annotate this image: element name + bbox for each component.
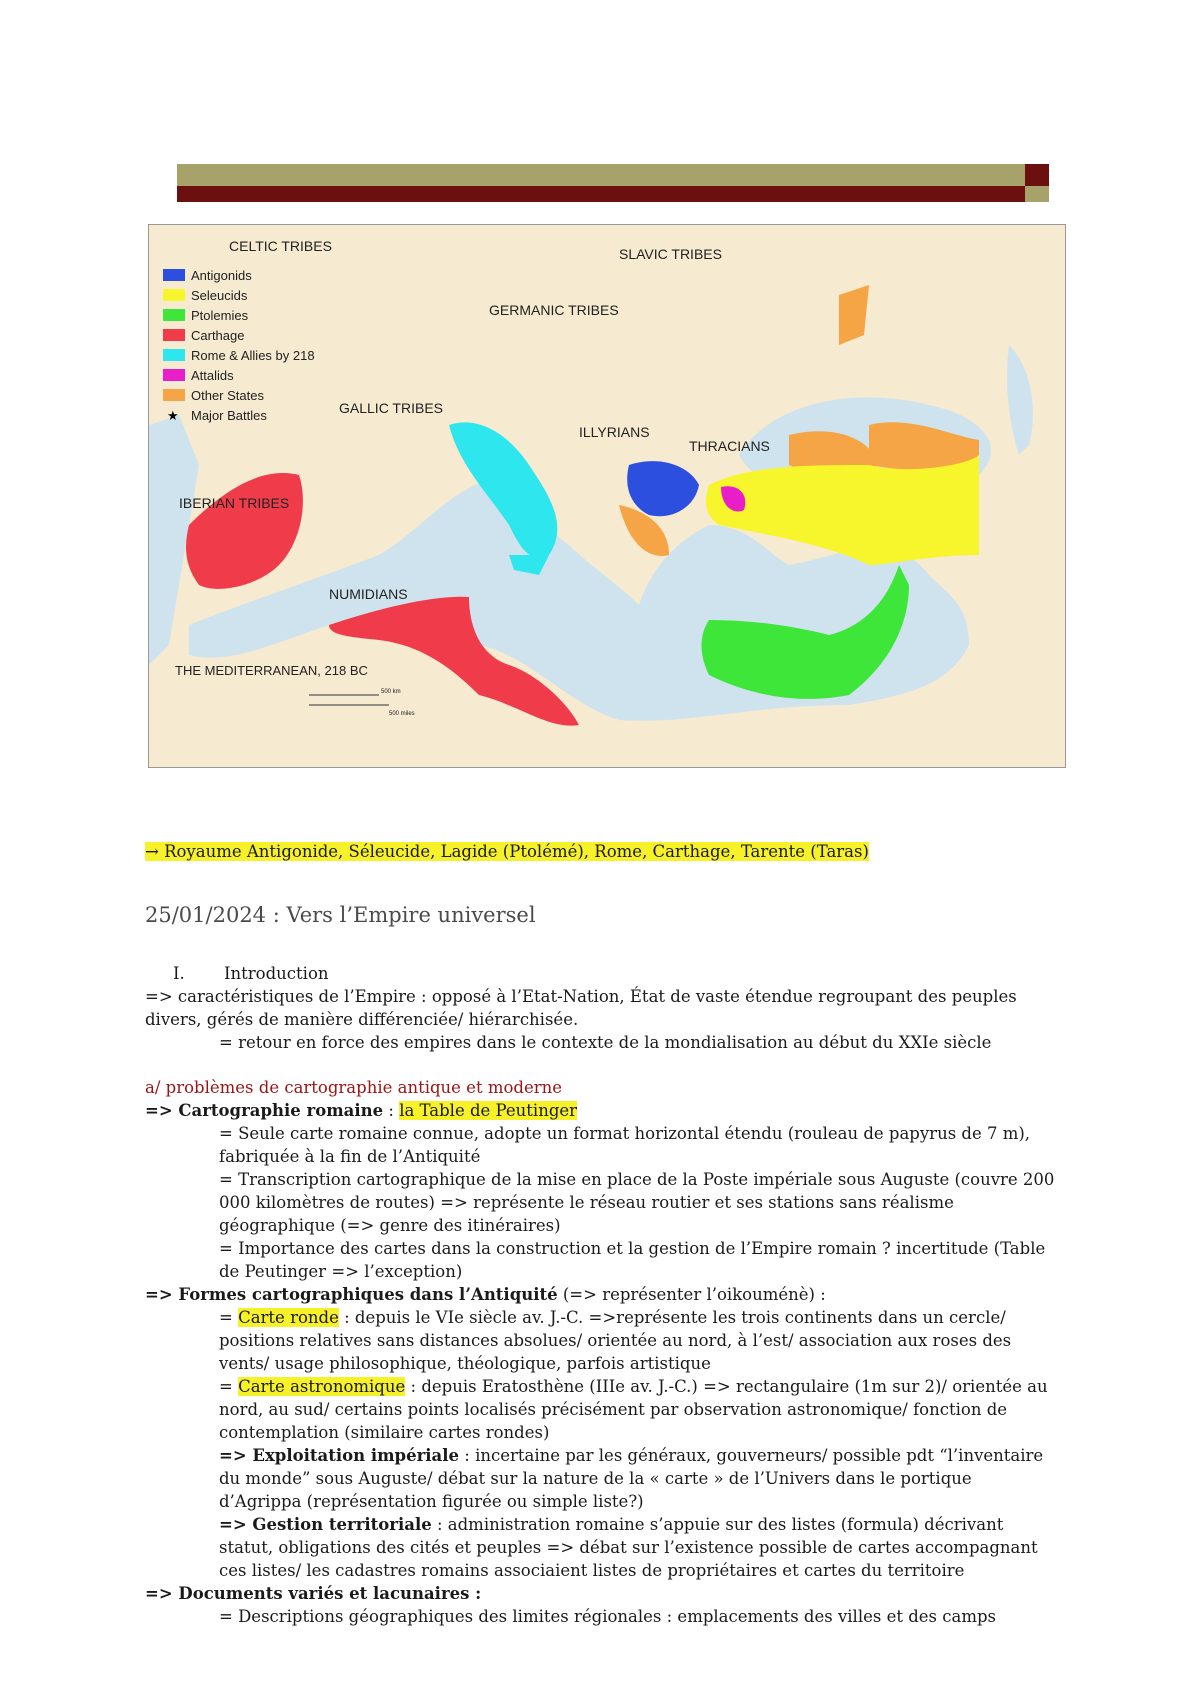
legend-label: Ptolemies	[191, 308, 249, 323]
label-celtic: CELTIC TRIBES	[229, 238, 332, 254]
carto-sep: :	[383, 1101, 400, 1120]
docs-label: => Documents variés et lacunaires :	[145, 1584, 482, 1603]
label-iberian: IBERIAN TRIBES	[179, 495, 290, 511]
legend-swatch	[163, 389, 185, 401]
para-2: = retour en force des empires dans le contexte de la mondialisation au début du XXIe siècle	[219, 1033, 992, 1052]
band-maroon-bottom	[177, 186, 1025, 202]
legend-label: Rome & Allies by 218	[191, 348, 315, 363]
para-4: = Transcription cartographique de la mise en place de la Poste impériale sous Auguste (couvre 200 000 kilomètres de routes) => représente le réseau routier et ses stations sans réalisme géographique (=> genre des itinéraires)	[219, 1170, 1055, 1235]
label-gallic: GALLIC TRIBES	[339, 400, 444, 416]
para-6: = Descriptions géographiques des limites régionales : emplacements des villes et des camps	[219, 1607, 997, 1626]
label-slavic: SLAVIC TRIBES	[619, 246, 722, 262]
ronde-rest: : depuis le VIe siècle av. J.-C. =>représente les trois continents dans un cercle/ positions relatives sans distances absolues/ orientée au nord, à l’est/ association aux roses des vents/ usage philosophique, théologique, parfois artistique	[219, 1308, 1012, 1373]
ronde-pre: =	[219, 1308, 239, 1327]
band-maroon-corner	[1025, 164, 1049, 186]
legend-swatch	[163, 329, 185, 341]
legend-swatch	[163, 269, 185, 281]
heading-text: 25/01/2024 : Vers l’Empire universel	[145, 903, 536, 927]
carto-line	[145, 1099, 1055, 1122]
gestion-label: => Gestion territoriale	[219, 1515, 432, 1534]
para-3: = Seule carte romaine connue, adopte un format horizontal étendu (rouleau de papyrus de 7 m), fabriquée à la fin de l’Antiquité	[219, 1124, 1031, 1166]
ronde-highlight: Carte ronde	[238, 1308, 339, 1327]
astro-pre: =	[219, 1377, 239, 1396]
arrow-line	[145, 840, 1055, 863]
formes-rest: (=> représenter l’oikouménè) :	[557, 1285, 826, 1304]
astro-line	[145, 1375, 1055, 1444]
map-svg	[149, 225, 1065, 767]
label-germanic: GERMANIC TRIBES	[489, 302, 619, 318]
exploit-label: => Exploitation impériale	[219, 1446, 460, 1465]
intro-title: Introduction	[224, 964, 329, 983]
formes-label: => Formes cartographiques dans l’Antiquité	[145, 1285, 558, 1304]
legend-swatch	[163, 349, 185, 361]
carto-highlight: la Table de Peutinger	[399, 1101, 578, 1120]
doc-body	[145, 962, 1055, 1628]
legend-swatch	[163, 309, 185, 321]
map-title: THE MEDITERRANEAN, 218 BC	[175, 663, 368, 678]
scale-km-label: 500 km	[381, 689, 401, 695]
arrow-line-text: → Royaume Antigonide, Séleucide, Lagide (Ptolémé), Rome, Carthage, Tarente (Taras)	[145, 842, 869, 861]
band-olive-top	[177, 164, 1025, 186]
carto-label: => Cartographie romaine	[145, 1101, 384, 1120]
legend-star-icon: ★	[167, 409, 179, 424]
legend-label: Carthage	[191, 328, 245, 343]
legend-swatch	[163, 369, 185, 381]
para-1: => caractéristiques de l’Empire : opposé à l’Etat-Nation, État de vaste étendue regroupant des peuples divers, gérés de manière différenciée/ hiérarchisée.	[145, 987, 1017, 1029]
section-heading	[145, 904, 1055, 927]
label-numidians: NUMIDIANS	[329, 586, 408, 602]
legend-label: Seleucids	[191, 288, 248, 303]
astro-highlight: Carte astronomique	[238, 1377, 406, 1396]
legend-label: Antigonids	[191, 268, 252, 283]
exploit-rest: : incertaine par les généraux, gouverneurs/ possible pdt “l’inventaire du monde” sous Auguste/ débat sur la nature de la « carte » de l’Univers dans le portique d’Agrippa (représentation figurée ou simple liste?)	[219, 1446, 1044, 1511]
legend-label: Attalids	[191, 368, 234, 383]
ronde-line	[145, 1306, 1055, 1375]
para-5: = Importance des cartes dans la construction et la gestion de l’Empire romain ? incertitude (Table de Peutinger => l’exception)	[219, 1239, 1046, 1281]
legend-label: Major Battles	[191, 408, 267, 423]
gestion-line	[145, 1513, 1055, 1582]
legend-swatch	[163, 289, 185, 301]
formes-line	[145, 1283, 1055, 1306]
gestion-rest: : administration romaine s’appuie sur des listes (formula) décrivant statut, obligations des cités et peuples => débat sur l’existence possible de cartes accompagnant ces listes/ les cadastres romains associaient listes de propriétaires et cartes du territoire	[219, 1515, 1038, 1580]
label-illyrians: ILLYRIANS	[579, 424, 650, 440]
exploit-line	[145, 1444, 1055, 1513]
band-olive-corner	[1025, 186, 1049, 202]
subsection-a: a/ problèmes de cartographie antique et moderne	[145, 1078, 563, 1097]
legend-label: Other States	[191, 388, 264, 403]
header-band	[177, 164, 1049, 202]
scale-mi-label: 500 miles	[389, 711, 415, 717]
label-thracians: THRACIANS	[689, 438, 770, 454]
mediterranean-map	[148, 224, 1066, 768]
intro-number: I.	[173, 964, 185, 983]
astro-rest: : depuis Eratosthène (IIIe av. J.-C.) => rectangulaire (1m sur 2)/ orientée au nord, au sud/ certains points localisés précisément par observation astronomique/ fonction de contemplation (similaire cartes rondes)	[219, 1377, 1048, 1442]
